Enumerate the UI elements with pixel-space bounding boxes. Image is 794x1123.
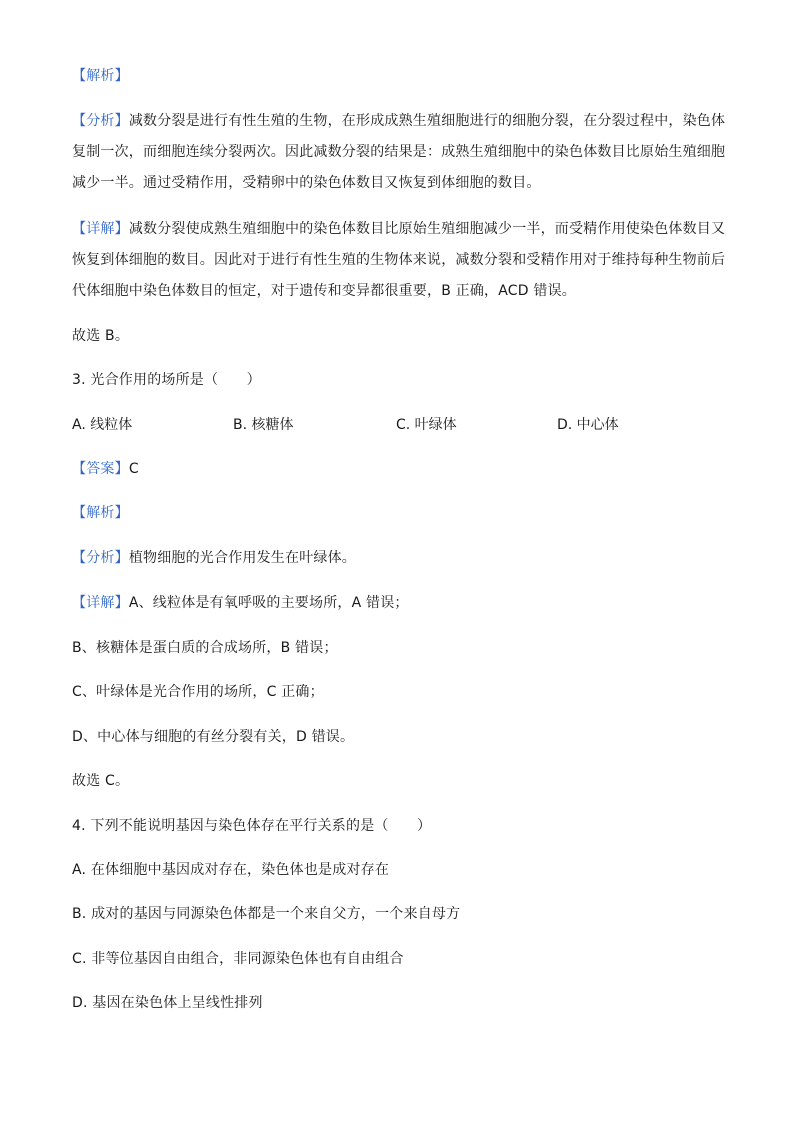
fenxi-paragraph-line-1 bbox=[72, 111, 732, 131]
q3-option-c: C. 叶绿体 bbox=[396, 417, 457, 433]
answer-value: C bbox=[128, 461, 139, 477]
xiangjie-tag: 【详解】 bbox=[72, 221, 129, 237]
answer-tag: 【答案】 bbox=[72, 461, 129, 477]
conclusion-prev: 故选 B。 bbox=[72, 328, 130, 344]
fenxi-paragraph-line-3: 减少一半。通过受精作用，受精卵中的染色体数目又恢复到体细胞的数目。 bbox=[72, 175, 541, 191]
q3-fenxi-tag: 【分析】 bbox=[72, 550, 129, 566]
q3-conclusion: 故选 C。 bbox=[72, 773, 130, 789]
q3-xiangjie-line-4: D、中心体与细胞的有丝分裂有关，D 错误。 bbox=[72, 729, 355, 745]
q3-option-d: D. 中心体 bbox=[557, 417, 619, 433]
fenxi-paragraph-line-2: 复制一次，而细胞连续分裂两次。因此减数分裂的结果是：成熟生殖细胞中的染色体数目比原始生殖细胞 bbox=[72, 144, 726, 160]
q3-fenxi-text: 植物细胞的光合作用发生在叶绿体。 bbox=[128, 550, 357, 566]
q3-jiexi-tag: 【解析】 bbox=[72, 505, 129, 521]
xiangjie-text: 减数分裂使成熟生殖细胞中的染色体数目比原始生殖细胞减少一半，而受精作用使染色体数目又 bbox=[128, 221, 726, 237]
xiangjie-paragraph-line-3: 代体细胞中染色体数目的恒定，对于遗传和变异都很重要，B 正确，ACD 错误。 bbox=[72, 283, 576, 299]
jiexi-tag: 【解析】 bbox=[72, 68, 129, 84]
q4-stem: 4. 下列不能说明基因与染色体存在平行关系的是（ ） bbox=[72, 818, 432, 834]
q3-option-b: B. 核糖体 bbox=[233, 417, 294, 433]
q3-fenxi bbox=[72, 548, 732, 568]
q4-option-b: B. 成对的基因与同源染色体都是一个来自父方，一个来自母方 bbox=[72, 906, 461, 922]
q3-xiangjie-text: A、线粒体是有氧呼吸的主要场所，A 错误； bbox=[128, 595, 409, 611]
q3-xiangjie-line-3: C、叶绿体是光合作用的场所，C 正确； bbox=[72, 684, 324, 700]
q3-xiangjie-line-1 bbox=[72, 593, 732, 613]
q4-option-a: A. 在体细胞中基因成对存在，染色体也是成对存在 bbox=[72, 862, 390, 878]
q3-stem: 3. 光合作用的场所是（ ） bbox=[72, 372, 261, 388]
q4-option-c: C. 非等位基因自由组合，非同源染色体也有自由组合 bbox=[72, 951, 404, 967]
q3-xiangjie-line-2: B、核糖体是蛋白质的合成场所，B 错误； bbox=[72, 640, 338, 656]
xiangjie-paragraph-line-1 bbox=[72, 219, 732, 239]
q3-answer bbox=[72, 459, 732, 479]
q3-option-a: A. 线粒体 bbox=[72, 417, 133, 433]
fenxi-text: 减数分裂是进行有性生殖的生物，在形成成熟生殖细胞进行的细胞分裂，在分裂过程中，染色体 bbox=[128, 113, 726, 129]
fenxi-tag: 【分析】 bbox=[72, 113, 129, 129]
q3-xiangjie-tag: 【详解】 bbox=[72, 595, 129, 611]
q4-option-d: D. 基因在染色体上呈线性排列 bbox=[72, 995, 263, 1011]
xiangjie-paragraph-line-2: 恢复到体细胞的数目。因此对于进行有性生殖的生物体来说，减数分裂和受精作用对于维持每种生物前后 bbox=[72, 252, 726, 268]
